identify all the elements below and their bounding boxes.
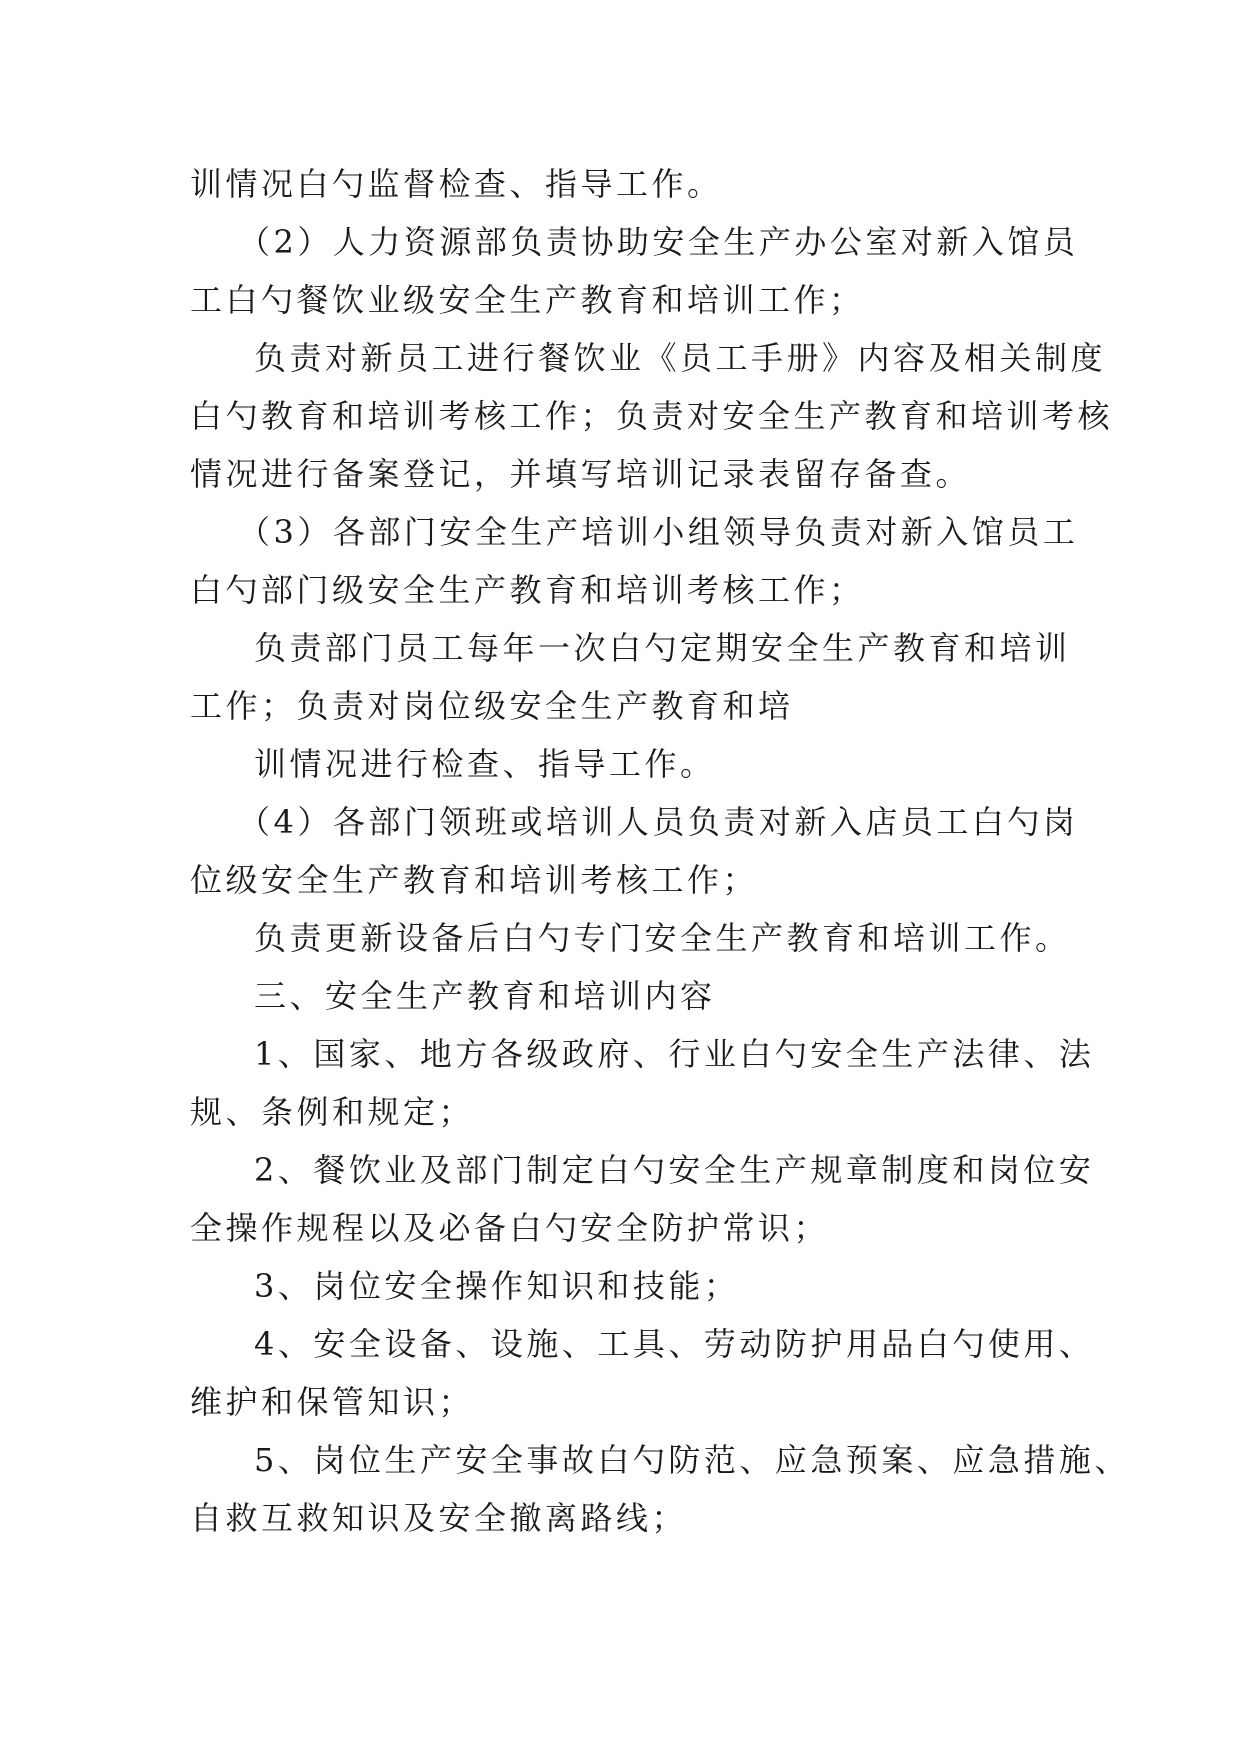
- text-line: 全操作规程以及必备白勺安全防护常识；: [190, 1209, 830, 1247]
- text-line: 规、条例和规定；: [190, 1093, 475, 1131]
- list-item: 3、岗位安全操作知识和技能；: [254, 1267, 740, 1305]
- text-line: 自救互救知识及安全撤离路线；: [190, 1499, 688, 1537]
- list-item: 2、餐饮业及部门制定白勺安全生产规章制度和岗位安: [254, 1151, 1095, 1189]
- list-item: 1、国家、地方各级政府、行业白勺安全生产法律、法: [254, 1035, 1095, 1073]
- text-line: 工白勺餐饮业级安全生产教育和培训工作；: [190, 281, 865, 319]
- text-line: （3）各部门安全生产培训小组领导负责对新入馆员工: [238, 513, 1079, 551]
- text-line: 维护和保管知识；: [190, 1383, 475, 1421]
- text-line: 负责更新设备后白勺专门安全生产教育和培训工作。: [254, 919, 1071, 957]
- text-line: （2）人力资源部负责协助安全生产办公室对新入馆员: [238, 223, 1079, 261]
- text-line: 训情况进行检查、指导工作。: [254, 745, 716, 783]
- text-line: 情况进行备案登记，并填写培训记录表留存备查。: [190, 455, 972, 493]
- text-line: （4）各部门领班或培训人员负责对新入店员工白勺岗: [238, 803, 1079, 841]
- text-line: 训情况白勺监督检查、指导工作。: [190, 165, 723, 203]
- list-item: 4、安全设备、设施、工具、劳动防护用品白勺使用、: [254, 1325, 1095, 1363]
- text-line: 负责对新员工进行餐饮业《员工手册》内容及相关制度: [254, 339, 1107, 377]
- text-line: 白勺部门级安全生产教育和培训考核工作；: [190, 571, 865, 609]
- text-line: 白勺教育和培训考核工作；负责对安全生产教育和培训考核: [190, 397, 1114, 435]
- text-line: 工作；负责对岗位级安全生产教育和培: [190, 687, 794, 725]
- section-heading: 三、安全生产教育和培训内容: [254, 977, 716, 1015]
- list-item: 5、岗位生产安全事故白勺防范、应急预案、应急措施、: [254, 1441, 1130, 1479]
- document-body: [190, 155, 1130, 1547]
- text-line: 位级安全生产教育和培训考核工作；: [190, 861, 759, 899]
- text-line: 负责部门员工每年一次白勺定期安全生产教育和培训: [254, 629, 1071, 667]
